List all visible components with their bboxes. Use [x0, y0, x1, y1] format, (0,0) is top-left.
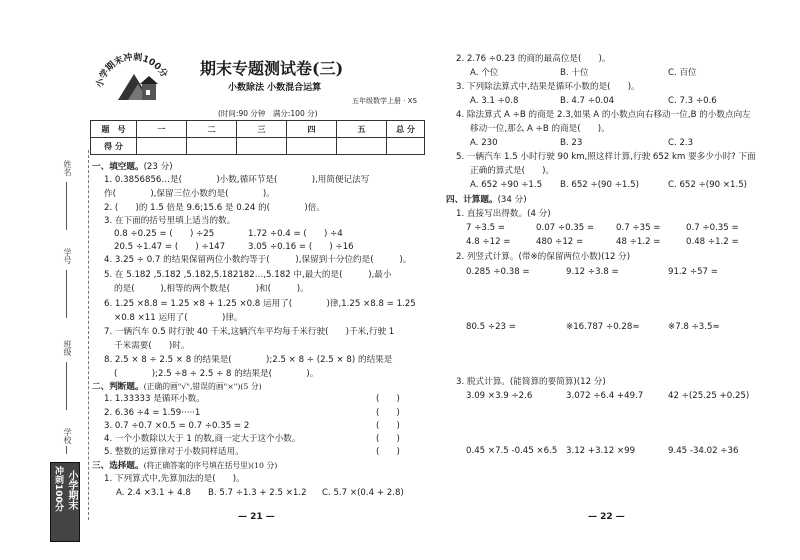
question-line: 的是( ),相等的两个数是( )和( )。 [114, 284, 309, 294]
binding-blank-student-id[interactable] [66, 270, 67, 318]
question-line: 7. 一辆汽车 0.5 时行驶 40 千米,这辆汽车平均每千米行驶( )千米,行驶 1 [104, 327, 395, 337]
calc-item: 9.12 ÷3.8 = [566, 267, 619, 277]
question-line: ×0.8 ×11 运用了( )律。 [114, 313, 243, 323]
choice-option: C. 652 ÷(90 ×1.5) [668, 180, 748, 190]
logo [88, 40, 180, 112]
choice-option: B. 652 ÷(90 ÷1.5) [560, 180, 639, 190]
score-row-label: 得 分 [91, 138, 137, 155]
calc-item: 48 ÷1.2 = [616, 237, 661, 247]
judge-item: 4. 一个小数除以大于 1 的数,商一定大于这个小数。 [104, 434, 301, 444]
calc-item: 91.2 ÷57 = [668, 267, 718, 277]
choice-option: A. 2.4 ×3.1 + 4.8 [116, 488, 191, 498]
calc-item: 7 ÷3.5 = [466, 223, 505, 233]
time-score-note: (时间:90 分钟 满分:100 分) [218, 109, 318, 118]
binding-blank-name[interactable] [66, 182, 67, 230]
score-header-cell: 总 分 [387, 121, 425, 138]
choice-question: 正确的算式是( )。 [470, 166, 555, 176]
logo-emblem [88, 40, 180, 112]
binding-blank-school[interactable] [66, 446, 67, 454]
section-3-points: (将正确答案的序号填在括号里)(10 分) [143, 461, 278, 470]
answer-paren[interactable]: ( ) [376, 421, 400, 431]
question-line: 3. 在下面的括号里填上适当的数。 [104, 216, 236, 226]
calc-item: 0.45 ×7.5 -0.45 ×6.5 [466, 446, 558, 456]
calc-item: ※16.787 ÷0.28≈ [566, 322, 640, 332]
score-table-score-row [91, 138, 425, 155]
calc-subquestion: 1. 直接写出得数。(4 分) [456, 209, 551, 219]
question-line: 6. 1.25 ×8.8 = 1.25 ×8 + 1.25 ×0.8 运用了( )律,1.25 ×8.8 = 1.25 [104, 299, 416, 309]
judge-item: 2. 6.36 ÷4 = 1.59·····1 [104, 408, 201, 418]
choice-option: A. 230 [470, 138, 498, 148]
score-table [90, 120, 425, 155]
calc-item: 0.48 ÷1.2 = [686, 237, 739, 247]
answer-paren[interactable]: ( ) [376, 394, 400, 404]
question-line: 4. 3.25 ÷ 0.7 的结果保留两位小数约等于( ),保留到十分位约是( )。 [104, 255, 412, 265]
choice-option: B. 4.7 ÷0.04 [560, 96, 615, 106]
page-subtitle: 小数除法 小数混合运算 [228, 83, 322, 93]
section-2-points: (正确的画"√",错误的画"×")(5 分) [143, 382, 262, 391]
calc-item: 9.45 -34.02 ÷36 [668, 446, 739, 456]
question-line: 2. ( )的 1.5 倍是 9.6;15.6 是 0.24 的( )倍。 [104, 203, 325, 213]
side-banner-text-b: 冲刺100分 [53, 466, 63, 512]
side-banner-text-a: 小学期末 [66, 470, 77, 510]
section-4-title: 四、计算题。 [446, 195, 498, 205]
section-2-heading [92, 381, 262, 393]
choice-option: C. 2.3 [668, 138, 694, 148]
choice-option: B. 5.7 ÷1.3 + 2.5 ×1.2 [208, 488, 307, 498]
choice-question: 移动一位,那么 A ÷B 的商是( )。 [470, 124, 610, 134]
section-2-title: 二、判断题。 [92, 382, 144, 392]
calc-subquestion-text: 2. 列竖式计算。(带※的保留两位小数)(12 分) [456, 252, 631, 262]
calc-item: 4.8 ÷12 = [466, 237, 511, 247]
choice-question: 2. 2.76 ÷0.23 的商的最高位是( )。 [456, 54, 611, 64]
question-line: ( );2.5 ÷8 ÷ 2.5 ÷ 8 的结果是( )。 [114, 369, 319, 379]
section-1-title: 一、填空题。 [92, 162, 144, 172]
binding-blank-class[interactable] [66, 362, 67, 410]
choice-option: C. 7.3 ÷0.6 [668, 96, 717, 106]
choice-question: 5. 一辆汽车 1.5 小时行驶 90 km,照这样计算,行驶 652 km 要多少小时? 下面 [456, 152, 756, 162]
calc-item: 0.07 ÷0.35 = [536, 223, 595, 233]
score-header-cell: 一 [137, 121, 187, 138]
choice-option: B. 23 [560, 138, 583, 148]
choice-option: B. 十位 [560, 68, 589, 78]
page-number-left: — 21 — [238, 512, 275, 522]
score-cell[interactable] [387, 138, 425, 155]
fill-item: 1.72 ÷0.4 = ( ) ÷4 [248, 229, 343, 239]
score-header-cell: 三 [237, 121, 287, 138]
choice-option: C. 百位 [668, 68, 697, 78]
calc-item: 3.072 ÷6.4 +49.7 [566, 391, 644, 401]
answer-paren[interactable]: ( ) [376, 447, 400, 457]
section-1-heading [92, 162, 173, 173]
score-header-cell: 四 [287, 121, 337, 138]
calc-item: 80.5 ÷23 = [466, 322, 516, 332]
question-line: 作( ),保留三位小数约是( )。 [104, 189, 275, 199]
calc-item: 480 ÷12 = [536, 237, 584, 247]
score-table-header-row [91, 121, 425, 138]
score-cell[interactable] [237, 138, 287, 155]
answer-paren[interactable]: ( ) [376, 434, 400, 444]
section-3-title: 三、选择题。 [92, 461, 144, 471]
calc-item: 0.285 ÷0.38 = [466, 267, 530, 277]
section-4-heading [446, 195, 527, 206]
choice-option: A. 3.1 ÷0.8 [470, 96, 519, 106]
score-cell[interactable] [337, 138, 387, 155]
section-4-points: (34 分) [497, 195, 527, 205]
section-3-heading [92, 460, 277, 472]
binding-fold-line [88, 150, 89, 520]
binding-label-student-id: 学号 [63, 248, 72, 264]
score-cell[interactable] [287, 138, 337, 155]
choice-question: 3. 下列除法算式中,结果是循环小数的是( )。 [456, 82, 640, 92]
section-1-points: (23 分) [143, 162, 173, 172]
question-line: 8. 2.5 × 8 ÷ 2.5 × 8 的结果是( );2.5 × 8 ÷ (2.5 × 8) 的结果是 [104, 355, 393, 365]
calc-subquestion: 3. 脱式计算。(能简算的要简算)(12 分) [456, 377, 606, 387]
choice-question: 4. 除法算式 A ÷B 的商是 2.3,如果 A 的小数点向右移动一位,B 的小数点向左 [456, 110, 751, 120]
binding-label-class: 班级 [63, 340, 72, 356]
binding-label-school: 学校 [63, 428, 72, 444]
question-line: 5. 在 5.182̇ ,5.1̇82̇ ,5.182,5.182182…,5.1̇82̇ 中,最大的是( ),最小 [104, 270, 392, 280]
calc-subquestion [456, 252, 630, 263]
logo-arc-text: 小学期末冲刺100分 [95, 52, 169, 89]
choice-option: A. 652 ÷90 ÷1.5 [470, 180, 543, 190]
score-header-cell: 题 号 [91, 121, 137, 138]
choice-option: A. 个位 [470, 68, 499, 78]
fill-item: 3.05 ÷0.16 = ( ) ÷16 [248, 242, 354, 252]
calc-item: ※7.8 ÷3.5≈ [668, 322, 720, 332]
calc-item: 42 ÷(25.25 +0.25) [668, 391, 750, 401]
calc-item: 0.7 ÷0.35 = [686, 223, 739, 233]
page-title: 期末专题测试卷(三) [200, 59, 344, 78]
fill-item: 20.5 ÷1.47 = ( ) ÷147 [114, 242, 226, 252]
question-line: 千米需要( )时。 [114, 341, 190, 351]
answer-paren[interactable]: ( ) [376, 408, 400, 418]
calc-item: 3.12 +3.12 ×99 [566, 446, 636, 456]
judge-item: 5. 整数的运算律对于小数同样适用。 [104, 447, 244, 457]
choice-option: C. 5.7 ×(0.4 + 2.8) [322, 488, 404, 498]
fill-item: 0.8 ÷0.25 = ( ) ÷25 [114, 229, 215, 239]
calc-item: 0.7 ÷35 = [616, 223, 661, 233]
calc-item: 3.09 ×3.9 ÷2.6 [466, 391, 533, 401]
choice-question: 1. 下列算式中,先算加法的是( )。 [104, 474, 245, 484]
judge-item: 1. 1.33333 是循环小数。 [104, 394, 205, 404]
grade-label: 五年级数学上册 · XS [352, 97, 417, 105]
score-header-cell: 五 [337, 121, 387, 138]
score-cell[interactable] [187, 138, 237, 155]
score-cell[interactable] [137, 138, 187, 155]
score-header-cell: 二 [187, 121, 237, 138]
page-number-right: — 22 — [588, 512, 625, 522]
question-line: 1. 0.3856856…是( )小数,循环节是( ),用简便记法写 [104, 175, 370, 185]
judge-item: 3. 0.7 ÷0.7 ×0.5 = 0.7 ÷0.35 = 2 [104, 421, 250, 431]
binding-label-name: 姓名 [63, 160, 72, 176]
